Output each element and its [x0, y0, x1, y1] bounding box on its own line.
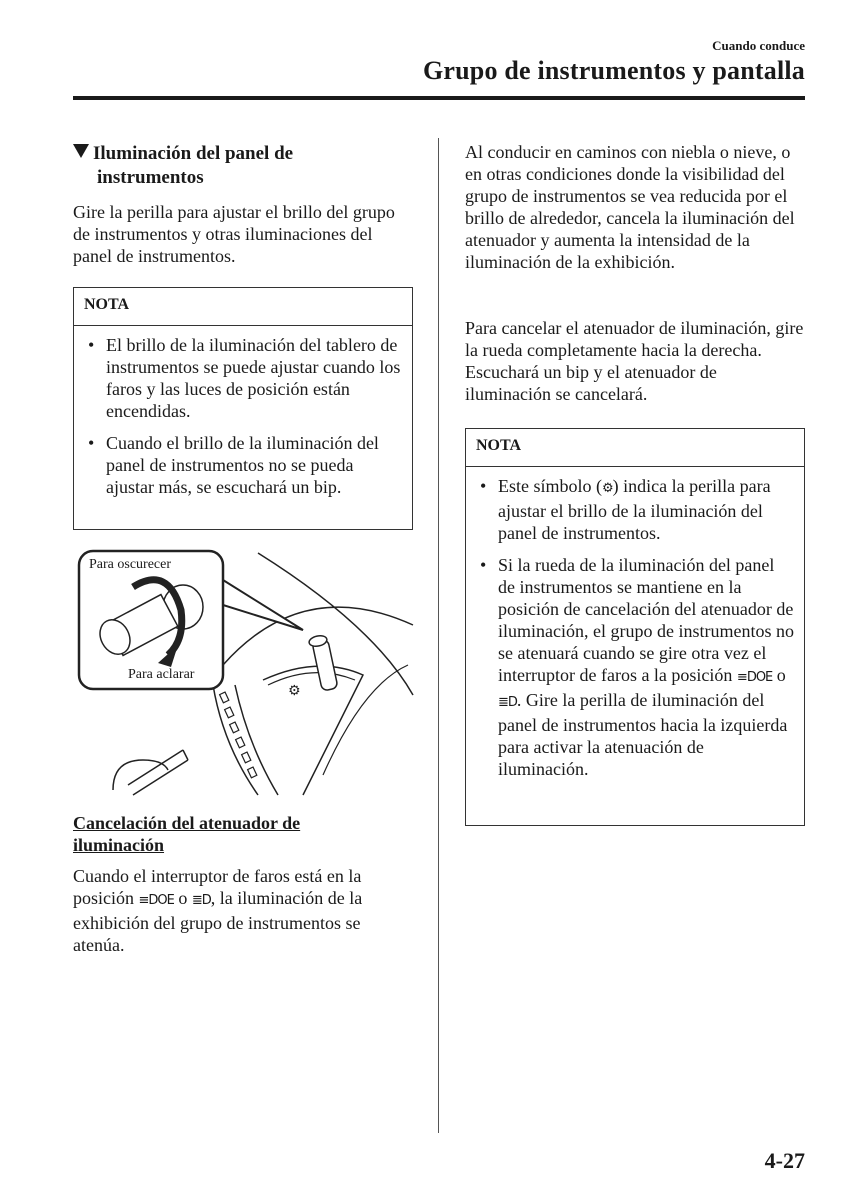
page-number: 4-27 [764, 1148, 805, 1173]
note-title: NOTA [74, 288, 412, 326]
section-heading [73, 142, 413, 190]
subheading-line-1: Cancelación del atenuador de [73, 813, 301, 833]
note-item: • El brillo de la iluminación del tablero de instrumentos se puede ajustar cuando los faros y las luces de posición están encendidas. [84, 334, 402, 422]
note-list [466, 467, 804, 788]
subheading-line-2: iluminación [73, 835, 165, 855]
note-box-right [465, 428, 805, 826]
stalk [128, 750, 188, 795]
note-box-left [73, 287, 413, 530]
knob-stem [308, 634, 338, 691]
headlight-icon: ≣D [191, 893, 211, 908]
cancel-paragraph: Cuando el interruptor de faros está en la posición ≡DOE o ≣D, la iluminación de la exhibición del grupo de instrumentos se atenúa. [73, 866, 363, 955]
dimmer-symbol-icon: ⚙ [288, 683, 301, 699]
section-label: Cuando conduce [712, 38, 805, 53]
parking-light-icon: ≡DOE [138, 893, 174, 908]
intro-paragraph: Gire la perilla para ajustar el brillo del grupo de instrumentos y otras iluminaciones del panel de instrumentos. [73, 202, 395, 266]
column-divider [438, 138, 439, 1133]
note-item: • Si la rueda de la iluminación del panel de instrumentos se mantiene en la posición de cancelación del atenuador de iluminación, el grupo de instrumentos no se atenuará cuando se gire otra vez el interruptor de faros a la posición ≡DOE o ≣D. Gire la perilla de iluminación del panel de instrumentos hacia la izquierda para activar la atenuación de iluminación. [476, 554, 794, 780]
title-rule [73, 96, 805, 100]
dimmer-symbol-icon: ⚙ [602, 481, 613, 496]
dash-panel-inner [268, 673, 355, 685]
heading-line-1: Iluminación del panel de [93, 143, 294, 164]
label-lighter: Para aclarar [128, 667, 195, 682]
label-darker: Para oscurecer [89, 557, 172, 572]
callout-pointer [223, 580, 303, 630]
dash-panel [263, 666, 363, 795]
triangle-marker-icon [73, 144, 89, 158]
note-title: NOTA [466, 429, 804, 467]
subsection-heading [73, 812, 413, 856]
note-item: • Cuando el brillo de la iluminación del panel de instrumentos no se pueda ajustar más, se escuchará un bip. [84, 432, 402, 498]
paragraph-fog: Al conducir en caminos con niebla o nieve, o en otras condiciones donde la visibilidad del grupo de instrumentos se vea reducida por el brillo de alrededor, cancela la iluminación del atenuador y aumenta la intensidad de la iluminación de la exhibición. [465, 142, 795, 272]
gauge-ticks [220, 692, 257, 778]
note-list [74, 326, 412, 506]
heading-line-2: instrumentos [97, 167, 204, 188]
note-item: • Este símbolo (⚙) indica la perilla para ajustar el brillo de la iluminación del panel de instrumentos. [476, 475, 794, 544]
parking-light-icon: ≡DOE [736, 670, 773, 685]
paragraph-cancel-dimmer: Para cancelar el atenuador de iluminación, gire la rueda completamente hacia la derecha. Escuchará un bip y el atenuador de iluminación se cancelará. [465, 318, 804, 404]
page-title: Grupo de instrumentos y pantalla [422, 56, 805, 85]
headlight-icon: ≣D [498, 695, 517, 710]
dimmer-knob-figure [73, 545, 418, 800]
dash-curve [235, 685, 278, 795]
